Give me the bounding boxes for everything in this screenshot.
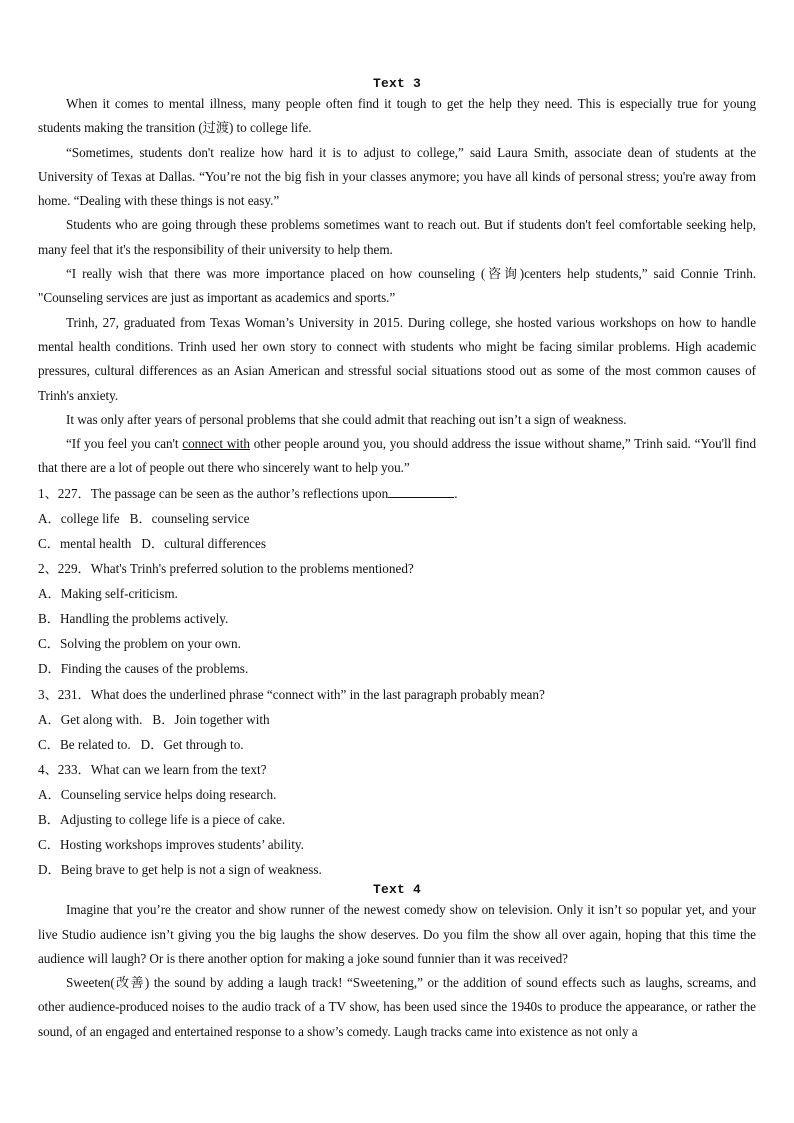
text-4-paragraph-1: Imagine that you’re the creator and show runner of the newest comedy show on television. Only it isn’t so popular yet, and your live Studio audience isn’t giving you the big laughs the show deserves. Do you film the show all over again, hoping that this time the audience will laugh? Or is there another option for making a joke sound funnier than it was received? <box>38 902 756 966</box>
answer-blank <box>388 486 454 498</box>
text-4-paragraph-2: Sweeten(改善) the sound by adding a laugh track! “Sweetening,” or the addition of sound effects such as laughs, screams, and other audience-produced noises to the audio track of a TV show, has been used since the 1940s to produce the appearance, or rather the sound, of an engaged and entertained response to a show’s comedy. Laugh tracks came into existence as not only a <box>38 975 756 1039</box>
option-letter: C． <box>38 736 60 752</box>
option-text: Finding the causes of the problems. <box>60 661 249 677</box>
option-a[interactable] <box>38 581 756 606</box>
option-d[interactable] <box>141 737 244 752</box>
option-b[interactable] <box>38 807 756 832</box>
option-letter: B． <box>152 711 175 727</box>
option-text: Counseling service helps doing research. <box>60 786 277 802</box>
text-3-section <box>38 76 756 481</box>
option-text: Hosting workshops improves students’ ability. <box>59 837 304 853</box>
question-number: 4、233． <box>38 761 91 777</box>
text-4-section <box>38 882 756 1044</box>
text-3-paragraph-6: It was only after years of personal problems that she could admit that reaching out isn’t a sign of weakness. <box>66 411 627 427</box>
text-3-paragraph-2: “Sometimes, students don't realize how hard it is to adjust to college,” said Laura Smith, associate dean of students at the University of Texas at Dallas. “You’re not the big fish in your classes anymore; you have all kinds of personal stress; you're away from home. “Dealing with these things is not easy.” <box>38 144 756 209</box>
option-letter: B． <box>38 611 60 627</box>
question-2 <box>38 556 756 681</box>
option-text: Handling the problems actively. <box>59 611 229 627</box>
option-row <box>38 531 756 556</box>
option-c[interactable] <box>38 737 131 752</box>
question-text: What can we learn from the text? <box>90 761 267 777</box>
option-letter: C． <box>38 535 60 551</box>
option-text: cultural differences <box>164 535 267 551</box>
text-3-paragraph-1: When it comes to mental illness, many people often find it tough to get the help they need. This is especially true for young students making the transition (过渡) to college life. <box>38 96 756 136</box>
option-text: Being brave to get help is not a sign of weakness. <box>60 862 322 878</box>
questions-section <box>38 481 756 883</box>
option-b[interactable] <box>152 712 269 727</box>
underlined-phrase: connect with <box>182 436 250 452</box>
question-stem <box>38 481 756 506</box>
question-1 <box>38 481 756 556</box>
paragraph-text-after: other people around you, you should address the issue without shame,” Trinh said. “You'll find that there are a lot of people out there who sincerely want to help you.” <box>38 436 756 476</box>
option-d[interactable] <box>38 857 756 882</box>
text-3-paragraph-4: “I really wish that there was more importance placed on how counseling (咨询)centers help students,” said Connie Trinh. "Counseling services are just as important as academics and sports.” <box>38 266 756 306</box>
option-c[interactable] <box>38 631 756 656</box>
question-text: The passage can be seen as the author’s reflections upon <box>90 485 389 501</box>
option-letter: A． <box>38 786 61 802</box>
option-d[interactable] <box>38 656 756 681</box>
option-row <box>38 707 756 732</box>
option-row <box>38 506 756 531</box>
question-4 <box>38 757 756 882</box>
option-text: Get along with. <box>60 711 143 727</box>
question-number: 1、227． <box>38 485 91 501</box>
text-3-paragraph-3: Students who are going through these problems sometimes want to reach out. But if students don't feel comfortable seeking help, many feel that it's the responsibility of their university to help them. <box>38 217 756 257</box>
option-a[interactable] <box>38 511 120 526</box>
option-letter: D． <box>140 736 164 752</box>
option-text: Adjusting to college life is a piece of cake. <box>59 811 286 827</box>
option-text: Solving the problem on your own. <box>59 636 241 652</box>
option-d[interactable] <box>141 536 266 551</box>
option-text: Get through to. <box>163 736 244 752</box>
option-a[interactable] <box>38 712 142 727</box>
period: . <box>454 485 458 501</box>
option-letter: D． <box>141 535 165 551</box>
question-text: What does the underlined phrase “connect with” in the last paragraph probably mean? <box>90 686 545 702</box>
option-a[interactable] <box>38 782 756 807</box>
option-letter: D． <box>38 862 61 878</box>
option-text: Making self-criticism. <box>60 586 178 602</box>
question-stem <box>38 757 756 782</box>
option-letter: B． <box>129 510 152 526</box>
option-text: mental health <box>59 535 132 551</box>
option-letter: D． <box>38 661 61 677</box>
document-page <box>38 76 756 1044</box>
option-text: college life <box>60 510 120 526</box>
option-b[interactable] <box>130 511 250 526</box>
option-text: Be related to. <box>59 736 131 752</box>
text-3-paragraph-5: Trinh, 27, graduated from Texas Woman’s University in 2015. During college, she hosted various workshops on how to handle mental health conditions. Trinh used her own story to connect with students who might be facing similar problems. High academic pressures, cultural differences as an Asian American and stressful social situations stood out as some of the most common causes of Trinh's anxiety. <box>38 314 756 403</box>
option-letter: B． <box>38 811 60 827</box>
text-3-paragraph-7 <box>38 432 756 481</box>
option-text: counseling service <box>151 510 250 526</box>
question-number: 3、231． <box>38 686 91 702</box>
option-text: Join together with <box>174 711 270 727</box>
option-letter: C． <box>38 837 60 853</box>
option-letter: A． <box>38 510 61 526</box>
option-c[interactable] <box>38 832 756 857</box>
question-text: What's Trinh's preferred solution to the problems mentioned? <box>90 561 414 577</box>
question-stem <box>38 682 756 707</box>
option-c[interactable] <box>38 536 131 551</box>
text-3-heading: Text 3 <box>372 76 421 91</box>
option-letter: A． <box>38 711 61 727</box>
option-row <box>38 732 756 757</box>
text-4-heading: Text 4 <box>372 882 421 898</box>
option-letter: C． <box>38 636 60 652</box>
question-stem <box>38 556 756 581</box>
option-b[interactable] <box>38 606 756 631</box>
option-letter: A． <box>38 586 61 602</box>
paragraph-text-before: “If you feel you can't <box>66 436 183 452</box>
question-number: 2、229． <box>38 561 91 577</box>
question-3 <box>38 682 756 757</box>
